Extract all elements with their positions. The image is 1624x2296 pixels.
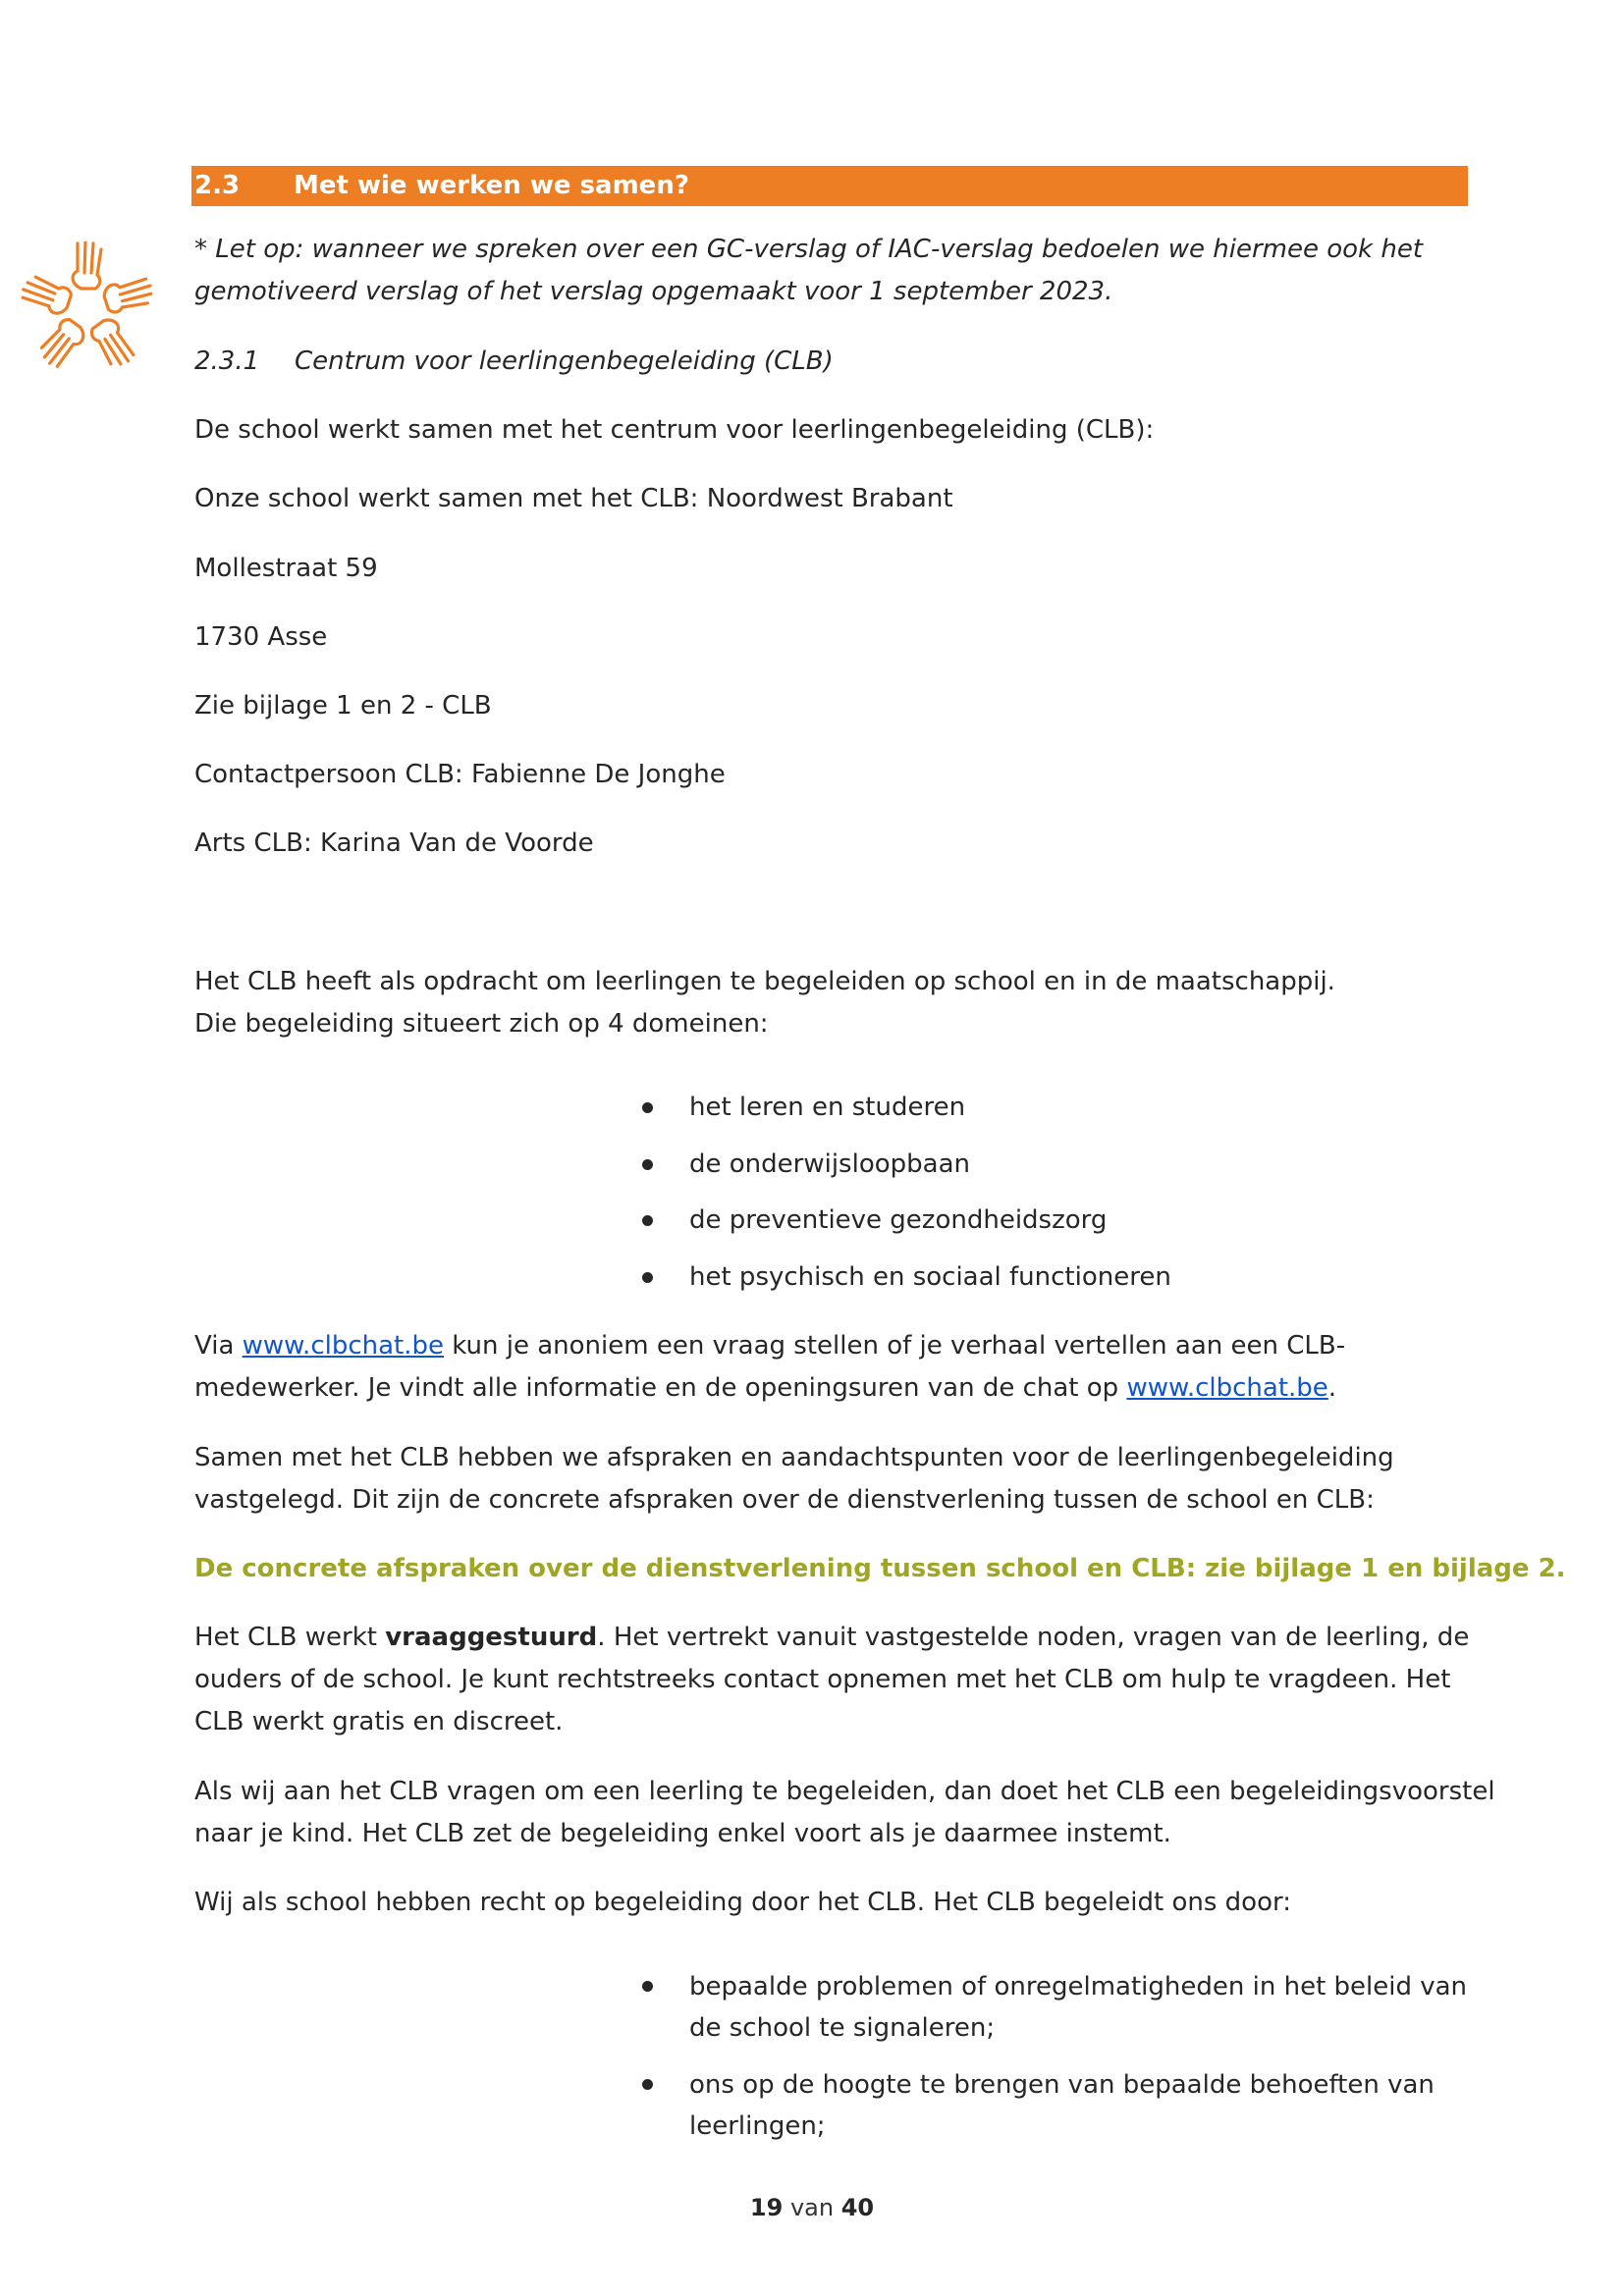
demand-text-part: . Het vertrekt vanuit vastgestelde noden, vragen van de leerling, de bbox=[597, 1623, 1470, 1652]
domains-list bbox=[640, 1080, 1171, 1306]
rights-text: Wij als school hebben recht op begeleiding door het CLB. Het CLB begeleidt ons door: bbox=[194, 1888, 1291, 1917]
demand-text-part: Het CLB werkt bbox=[194, 1623, 386, 1652]
street-address: Mollestraat 59 bbox=[194, 554, 378, 583]
contact-person: Contactpersoon CLB: Fabienne De Jonghe bbox=[194, 760, 726, 789]
subsection-number: 2.3.1 bbox=[194, 347, 260, 376]
clbchat-link[interactable]: www.clbchat.be bbox=[242, 1331, 444, 1361]
list-item bbox=[640, 1966, 1467, 2049]
chat-text bbox=[194, 1325, 1345, 1410]
agreements-highlight: De concrete afspraken over de dienstverlening tussen school en CLB: zie bijlage 1 en bijlage 2. bbox=[194, 1554, 1566, 1583]
page-number: 19 bbox=[749, 2194, 784, 2221]
chat-text-part: kun je anoniem een vraag stellen of je verhaal vertellen aan een CLB- bbox=[444, 1331, 1346, 1361]
clbchat-link[interactable]: www.clbchat.be bbox=[1126, 1373, 1328, 1403]
list-item: de preventieve gezondheidszorg bbox=[640, 1193, 1171, 1250]
city-address: 1730 Asse bbox=[194, 622, 328, 652]
page-footer bbox=[0, 2194, 1624, 2221]
mission-line: Het CLB heeft als opdracht om leerlingen te begeleiden op school en in de maatschappij. bbox=[194, 967, 1335, 996]
mission-line: Die begeleiding situeert zich op 4 domeinen: bbox=[194, 1009, 769, 1039]
list-item: het psychisch en sociaal functioneren bbox=[640, 1250, 1171, 1307]
list-item: het leren en studeren bbox=[640, 1080, 1171, 1137]
section-heading bbox=[191, 166, 1468, 206]
section-title: Met wie werken we samen? bbox=[294, 171, 689, 200]
page-total: 40 bbox=[840, 2194, 875, 2221]
subsection-heading bbox=[194, 341, 834, 383]
chat-text-part: Via bbox=[194, 1331, 243, 1361]
chat-text-part: medewerker. Je vindt alle informatie en de openingsuren van de chat op bbox=[194, 1373, 1127, 1403]
list-item-line: ons op de hoogte te brengen van bepaalde behoeften van bbox=[689, 2070, 1435, 2100]
demand-bold: vraaggestuurd bbox=[385, 1623, 598, 1652]
demand-text-part: CLB werkt gratis en discreet. bbox=[194, 1707, 564, 1736]
note bbox=[194, 229, 1423, 313]
doctor: Arts CLB: Karina Van de Voorde bbox=[194, 828, 594, 858]
list-item-line: leerlingen; bbox=[689, 2111, 826, 2141]
demand-driven-text bbox=[194, 1617, 1469, 1743]
annex-reference: Zie bijlage 1 en 2 - CLB bbox=[194, 691, 492, 721]
intro-text: De school werkt samen met het centrum voor leerlingenbegeleiding (CLB): bbox=[194, 415, 1155, 445]
list-item-line: bepaalde problemen of onregelmatigheden in het beleid van bbox=[689, 1972, 1468, 2002]
agreements-text bbox=[194, 1437, 1394, 1522]
subsection-title: Centrum voor leerlingenbegeleiding (CLB) bbox=[295, 347, 834, 376]
list-item: de onderwijsloopbaan bbox=[640, 1137, 1171, 1194]
rights-list bbox=[640, 1966, 1467, 2163]
note-line: * Let op: wanneer we spreken over een GC-verslag of IAC-verslag bedoelen we hiermee ook het bbox=[194, 235, 1424, 264]
list-item-line: de school te signaleren; bbox=[689, 2013, 996, 2043]
list-item bbox=[640, 2064, 1467, 2147]
hands-circle-icon bbox=[18, 241, 157, 375]
clb-name: Onze school werkt samen met het CLB: Noordwest Brabant bbox=[194, 484, 953, 513]
section-number: 2.3 bbox=[194, 171, 241, 200]
mission-text bbox=[194, 961, 1335, 1045]
agreements-line: vastgelegd. Dit zijn de concrete afspraken over de dienstverlening tussen de school en CLB: bbox=[194, 1485, 1375, 1515]
note-line: gemotiveerd verslag of het verslag opgemaakt voor 1 september 2023. bbox=[194, 277, 1113, 306]
agreements-line: Samen met het CLB hebben we afspraken en aandachtspunten voor de leerlingenbegeleiding bbox=[194, 1443, 1394, 1472]
demand-text-part: ouders of de school. Je kunt rechtstreeks contact opnemen met het CLB om hulp te vragdeen. Het bbox=[194, 1665, 1451, 1694]
proposal-line: naar je kind. Het CLB zet de begeleiding enkel voort als je daarmee instemt. bbox=[194, 1819, 1171, 1848]
proposal-text bbox=[194, 1771, 1495, 1855]
page-separator: van bbox=[789, 2194, 835, 2221]
proposal-line: Als wij aan het CLB vragen om een leerling te begeleiden, dan doet het CLB een begeleidingsvoorstel bbox=[194, 1777, 1495, 1806]
chat-text-part: . bbox=[1327, 1373, 1337, 1403]
